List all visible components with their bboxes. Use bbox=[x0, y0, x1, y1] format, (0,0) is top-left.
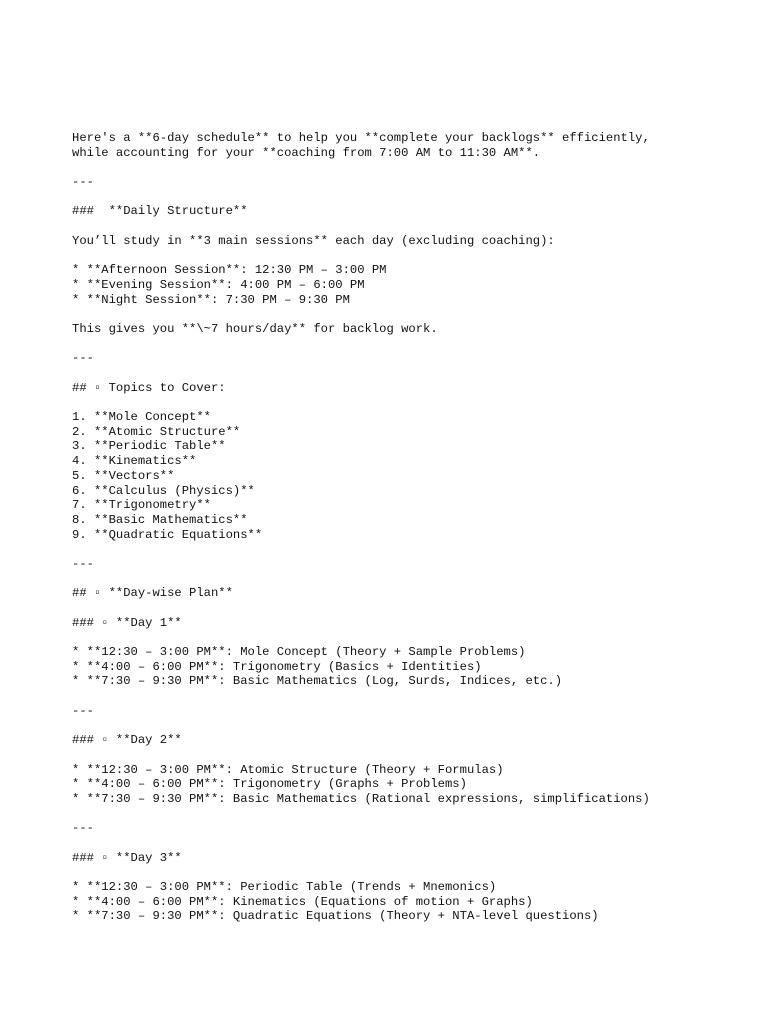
bullet-item: * **Afternoon Session**: 12:30 PM – 3:00 PM bbox=[72, 263, 387, 278]
numbered-item: 1. **Mole Concept** bbox=[72, 410, 211, 425]
numbered-item: 3. **Periodic Table** bbox=[72, 439, 226, 454]
blank-line bbox=[72, 542, 752, 557]
bullet-item: * **7:30 – 9:30 PM**: Quadratic Equations (Theory + NTA-level questions) bbox=[72, 909, 599, 924]
numbered-item: 4. **Kinematics** bbox=[72, 454, 197, 469]
numbered-item: 9. **Quadratic Equations** bbox=[72, 527, 263, 542]
blank-line bbox=[72, 807, 752, 822]
heading: ## ▫ Topics to Cover: bbox=[72, 380, 226, 395]
blank-line bbox=[72, 219, 752, 234]
bullet-item: * **12:30 – 3:00 PM**: Periodic Table (Trends + Mnemonics) bbox=[72, 880, 497, 895]
blank-line bbox=[72, 307, 752, 322]
blank-line bbox=[72, 630, 752, 645]
horizontal-rule: --- bbox=[72, 175, 94, 190]
bullet-item: * **4:00 – 6:00 PM**: Trigonometry (Graphs + Problems) bbox=[72, 777, 467, 792]
blank-line bbox=[72, 366, 752, 381]
blank-line bbox=[72, 601, 752, 616]
numbered-item: 7. **Trigonometry** bbox=[72, 498, 211, 513]
bullet-item: * **12:30 – 3:00 PM**: Atomic Structure (Theory + Formulas) bbox=[72, 762, 504, 777]
subheading: ### ▫ **Day 1** bbox=[72, 615, 182, 630]
subheading: ### **Daily Structure** bbox=[72, 204, 248, 219]
subheading: ### ▫ **Day 2** bbox=[72, 733, 182, 748]
horizontal-rule: --- bbox=[72, 556, 94, 571]
blank-line bbox=[72, 719, 752, 734]
bullet-item: * **12:30 – 3:00 PM**: Mole Concept (Theory + Sample Problems) bbox=[72, 645, 526, 660]
blank-line bbox=[72, 689, 752, 704]
blank-line bbox=[72, 190, 752, 205]
blank-line bbox=[72, 249, 752, 264]
blank-line bbox=[72, 572, 752, 587]
document-text bbox=[72, 131, 752, 924]
horizontal-rule: --- bbox=[72, 703, 94, 718]
blank-line bbox=[72, 836, 752, 851]
horizontal-rule: --- bbox=[72, 821, 94, 836]
bullet-item: * **4:00 – 6:00 PM**: Kinematics (Equations of motion + Graphs) bbox=[72, 894, 533, 909]
numbered-item: 6. **Calculus (Physics)** bbox=[72, 483, 255, 498]
blank-line bbox=[72, 160, 752, 175]
text-line: Here's a **6-day schedule** to help you **complete your backlogs** efficiently, bbox=[72, 131, 650, 145]
horizontal-rule: --- bbox=[72, 351, 94, 366]
bullet-item: * **7:30 – 9:30 PM**: Basic Mathematics (Rational expressions, simplifications) bbox=[72, 791, 650, 806]
blank-line bbox=[72, 395, 752, 410]
numbered-item: 2. **Atomic Structure** bbox=[72, 424, 241, 439]
numbered-item: 5. **Vectors** bbox=[72, 468, 175, 483]
text-line: while accounting for your **coaching from 7:00 AM to 11:30 AM**. bbox=[72, 145, 541, 160]
bullet-item: * **7:30 – 9:30 PM**: Basic Mathematics (Log, Surds, Indices, etc.) bbox=[72, 674, 563, 689]
subheading: ### ▫ **Day 3** bbox=[72, 850, 182, 865]
heading: ## ▫ **Day-wise Plan** bbox=[72, 586, 233, 601]
blank-line bbox=[72, 337, 752, 352]
bullet-item: * **4:00 – 6:00 PM**: Trigonometry (Basics + Identities) bbox=[72, 659, 482, 674]
bullet-item: * **Night Session**: 7:30 PM – 9:30 PM bbox=[72, 292, 350, 307]
bullet-item: * **Evening Session**: 4:00 PM – 6:00 PM bbox=[72, 277, 365, 292]
blank-line bbox=[72, 865, 752, 880]
text-line: This gives you **\~7 hours/day** for backlog work. bbox=[72, 321, 438, 336]
numbered-item: 8. **Basic Mathematics** bbox=[72, 512, 248, 527]
text-line: You’ll study in **3 main sessions** each day (excluding coaching): bbox=[72, 233, 555, 248]
blank-line bbox=[72, 748, 752, 763]
